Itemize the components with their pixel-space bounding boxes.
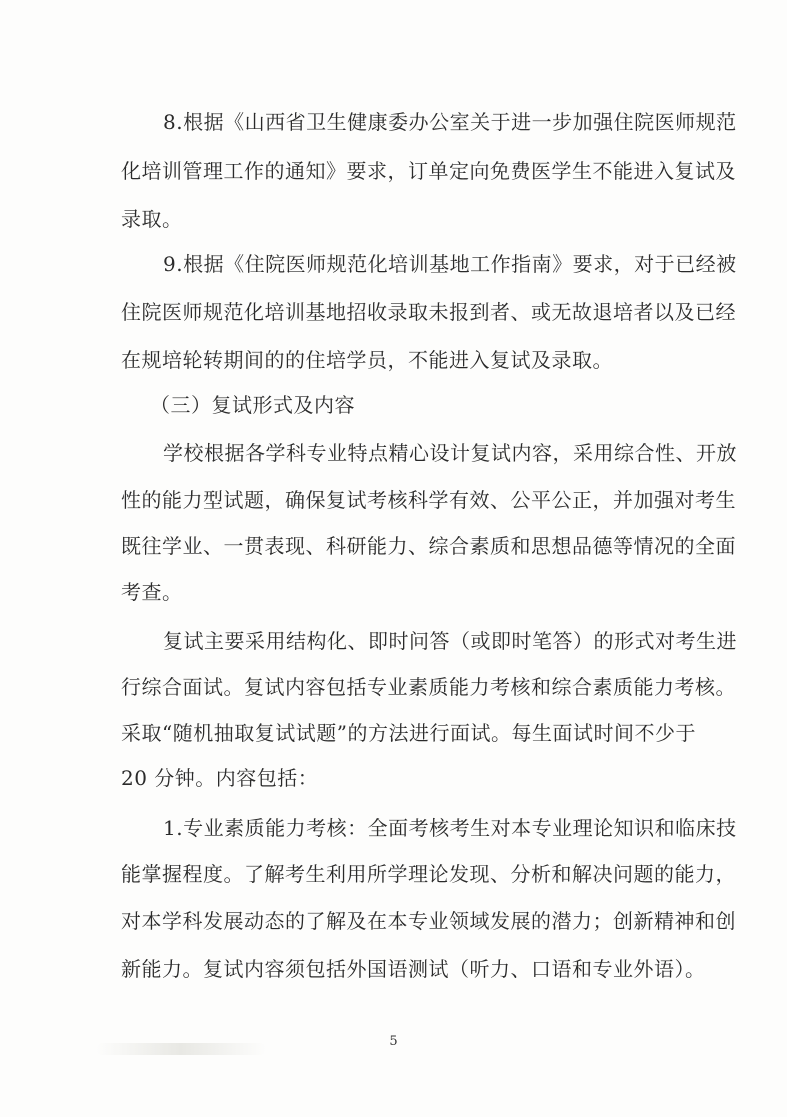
text-line: 8.根据《山西省卫生健康委办公室关于进一步加强住院医师规范 (163, 110, 737, 134)
text-line: 性的能力型试题，确保复试考核科学有效、公平公正，并加强对考生 (121, 488, 736, 512)
text-line: 1.专业素质能力考核：全面考核考生对本专业理论知识和临床技 (163, 816, 737, 840)
scan-smudge (96, 1043, 266, 1055)
text-line: 能掌握程度。了解考生利用所学理论发现、分析和解决问题的能力， (121, 862, 736, 886)
text-line: 在规培轮转期间的的住培学员，不能进入复试及录取。 (121, 348, 613, 372)
text-line: 20 分钟。内容包括： (121, 766, 319, 790)
text-line: 采取“随机抽取复试试题”的方法进行面试。每生面试时间不少于 (121, 721, 696, 745)
text-line: 化培训管理工作的通知》要求，订单定向免费医学生不能进入复试及 (121, 159, 736, 183)
text-line: 既往学业、一贯表现、科研能力、综合素质和思想品德等情况的全面 (121, 534, 736, 558)
text-line: 新能力。复试内容须包括外国语测试（听力、口语和专业外语）。 (121, 957, 706, 981)
text-line: 行综合面试。复试内容包括专业素质能力考核和综合素质能力考核。 (121, 675, 736, 699)
text-line: 录取。 (121, 207, 183, 231)
text-line: 学校根据各学科专业特点精心设计复试内容，采用综合性、开放 (163, 441, 737, 465)
text-line: 9.根据《住院医师规范化培训基地工作指南》要求，对于已经被 (163, 252, 737, 276)
text-line: 住院医师规范化培训基地招收录取未报到者、或无故退培者以及已经 (121, 300, 736, 324)
text-line: 复试主要采用结构化、即时问答（或即时笔答）的形式对考生进 (163, 629, 737, 653)
page-number: 5 (389, 1034, 398, 1049)
text-line: 对本学科发展动态的了解及在本专业领域发展的潜力；创新精神和创 (121, 909, 736, 933)
text-line: 考查。 (121, 580, 183, 604)
section-heading: （三）复试形式及内容 (150, 393, 355, 417)
